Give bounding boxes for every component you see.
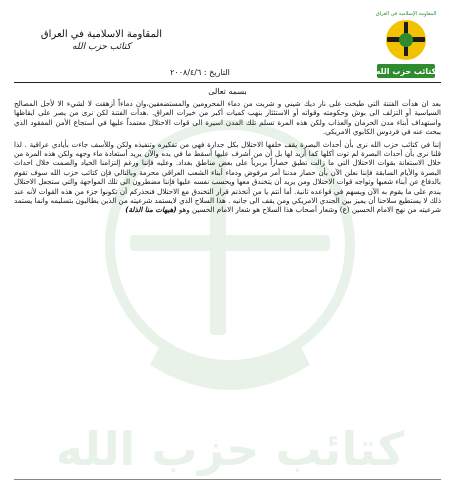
paragraph-2-text: إننا في كتائب حزب الله نرى بأن أحداث البصرة يقف خلفها الاحتلال بكل جدارة فهي من تفكيره وتنفيذه ولكن وللأسف جاءت بأيادي عراقية . لذا قلنا نرى بأن أحداث البصرة لم توت أكلها كما أريد لها بل أن من أشرف عليها أسقط ما في يده والآن يريد أستعادة ماء وجهه ولكن هذه المرة من خلال الاستعانة بقوات الاحتلال التي ما زالت تطبق حصاراً بربرياً على بعض مناطق بغداد. وعليه فإننا ورغم إلتزامنا الحياد والصمت خلال احداث البصرة والأيام السابقة فإننا نعلن الآن بأن حصار مدننا أمر مرفوض ودماء أبناء الشعب العراقي محرمة وبالتالي فإن كتائب حزب الله سوف تقوم بالدفاع عن أبناء شعبها وتواجه قوات الاحتلال ومن يريد أن يتخندق معها ويحسب نفسه عليها فإننا مضطرون الى تلك المواجهة والتي ستجعل الاحتلال يندم على ما يقوم به الآن ويسهم في قواعده ثانية. أما أنتم يا من أتخذتم قرار التخندق مع الاحتلال فنحذركم أن تكونوا جزء من هذه القوات لأنه عند ذلك لا يستطيع سلاحنا أن يميز بين الجندي الامريكي ومن يقف الى جانبه . هذا السلاح الذي لايستمد شرعيته من الذين يطالبون بتسليمه وانما يستمد شرعيته من نهج الامام الحسين (ع) وشعار أصحاب هذا السلاح هو شعار الامام الحسين وهو bbox=[14, 139, 441, 215]
date-row bbox=[100, 68, 300, 77]
header-divider bbox=[14, 82, 441, 83]
paragraph-1: بعد ان هدأت الفتنة التي طبخت على نار ديك شيني و شربت من دماء المحرومين والمستضعفين،وان دماءاً أزهقت لا لشيء الا لأجل المصالح السياسية أو التزلف الى بوش وحكومته وقواته أو الاستئثار بنهب كميات أكبر من خيرات العراق. .هدأت الفتنة لكن نرى من يصر على ايقاظها واستهداف أبناء مدن الحرمان والعذاب ولكن هذه المرة تسلم تلك المدن اسيرة الى قوات الاحتلال معتمداً عليها في أستجاع الأمن المفقود الذي يبحث عنه في فردوس الكابوي الامريكي. bbox=[14, 99, 441, 137]
footer-divider bbox=[14, 479, 441, 480]
org-line-2: كتائب حزب الله bbox=[72, 42, 131, 52]
watermark-text: كتائب حزب الله bbox=[55, 422, 405, 476]
paragraph-2 bbox=[14, 140, 441, 215]
date-label: التاريخ : bbox=[203, 68, 230, 77]
org-line-1: المقاومة الاسلامية في العراق bbox=[40, 29, 163, 40]
logo-top-text: المقاومة الإسلامية في العراق bbox=[375, 11, 437, 17]
closing-quote: (هيهات منا الذلة) bbox=[125, 205, 177, 215]
date-value: ٢٠٠٨/٤/٦ bbox=[170, 68, 202, 77]
logo-emblem-icon bbox=[371, 6, 441, 86]
basmala: بسمه تعالى bbox=[208, 87, 247, 96]
logo-text: كتائب حزب الله bbox=[375, 67, 437, 76]
statement-body bbox=[14, 99, 441, 218]
org-header bbox=[14, 28, 189, 53]
